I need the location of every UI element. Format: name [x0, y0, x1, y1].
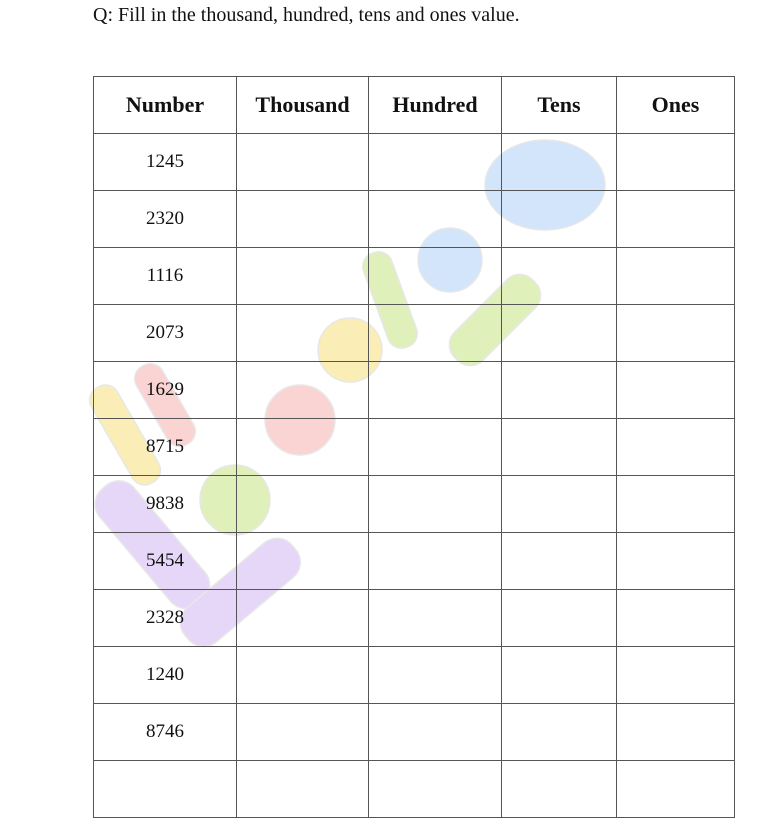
number-cell: 1116	[94, 248, 237, 305]
number-cell: 2320	[94, 191, 237, 248]
tens-cell[interactable]	[502, 248, 617, 305]
tens-cell[interactable]	[502, 590, 617, 647]
table-row	[94, 647, 735, 704]
table-row	[94, 704, 735, 761]
tens-cell[interactable]	[502, 419, 617, 476]
header-thousand: Thousand	[237, 77, 369, 134]
thousand-cell[interactable]	[237, 305, 369, 362]
tens-cell[interactable]	[502, 362, 617, 419]
table-row	[94, 134, 735, 191]
table-row	[94, 362, 735, 419]
hundred-cell[interactable]	[369, 590, 502, 647]
number-cell: 1245	[94, 134, 237, 191]
table-row	[94, 419, 735, 476]
tens-cell[interactable]	[502, 704, 617, 761]
table-row	[94, 533, 735, 590]
hundred-cell[interactable]	[369, 191, 502, 248]
table-row	[94, 191, 735, 248]
number-cell: 8746	[94, 704, 237, 761]
ones-cell[interactable]	[617, 647, 735, 704]
header-number: Number	[94, 77, 237, 134]
ones-cell[interactable]	[617, 305, 735, 362]
hundred-cell[interactable]	[369, 761, 502, 818]
ones-cell[interactable]	[617, 248, 735, 305]
thousand-cell[interactable]	[237, 191, 369, 248]
tens-cell[interactable]	[502, 305, 617, 362]
number-cell: 2073	[94, 305, 237, 362]
hundred-cell[interactable]	[369, 647, 502, 704]
hundred-cell[interactable]	[369, 476, 502, 533]
header-ones: Ones	[617, 77, 735, 134]
ones-cell[interactable]	[617, 590, 735, 647]
header-row	[94, 77, 735, 134]
place-value-table	[93, 76, 735, 818]
number-cell: 9838	[94, 476, 237, 533]
thousand-cell[interactable]	[237, 590, 369, 647]
thousand-cell[interactable]	[237, 647, 369, 704]
thousand-cell[interactable]	[237, 704, 369, 761]
number-cell: 5454	[94, 533, 237, 590]
header-hundred: Hundred	[369, 77, 502, 134]
tens-cell[interactable]	[502, 533, 617, 590]
table-row	[94, 248, 735, 305]
tens-cell[interactable]	[502, 476, 617, 533]
ones-cell[interactable]	[617, 362, 735, 419]
header-tens: Tens	[502, 77, 617, 134]
number-cell: 8715	[94, 419, 237, 476]
hundred-cell[interactable]	[369, 419, 502, 476]
thousand-cell[interactable]	[237, 476, 369, 533]
tens-cell[interactable]	[502, 647, 617, 704]
hundred-cell[interactable]	[369, 134, 502, 191]
thousand-cell[interactable]	[237, 419, 369, 476]
tens-cell[interactable]	[502, 761, 617, 818]
hundred-cell[interactable]	[369, 362, 502, 419]
ones-cell[interactable]	[617, 476, 735, 533]
number-cell: 2328	[94, 590, 237, 647]
ones-cell[interactable]	[617, 704, 735, 761]
number-cell: 1629	[94, 362, 237, 419]
thousand-cell[interactable]	[237, 248, 369, 305]
number-cell	[94, 761, 237, 818]
thousand-cell[interactable]	[237, 761, 369, 818]
hundred-cell[interactable]	[369, 533, 502, 590]
ones-cell[interactable]	[617, 191, 735, 248]
ones-cell[interactable]	[617, 533, 735, 590]
table-row	[94, 761, 735, 818]
number-cell: 1240	[94, 647, 237, 704]
tens-cell[interactable]	[502, 134, 617, 191]
thousand-cell[interactable]	[237, 533, 369, 590]
ones-cell[interactable]	[617, 134, 735, 191]
question-text: Q: Fill in the thousand, hundred, tens and ones value.	[93, 4, 520, 26]
hundred-cell[interactable]	[369, 248, 502, 305]
table-row	[94, 305, 735, 362]
hundred-cell[interactable]	[369, 305, 502, 362]
hundred-cell[interactable]	[369, 704, 502, 761]
ones-cell[interactable]	[617, 761, 735, 818]
table-row	[94, 476, 735, 533]
thousand-cell[interactable]	[237, 134, 369, 191]
tens-cell[interactable]	[502, 191, 617, 248]
table-row	[94, 590, 735, 647]
thousand-cell[interactable]	[237, 362, 369, 419]
ones-cell[interactable]	[617, 419, 735, 476]
